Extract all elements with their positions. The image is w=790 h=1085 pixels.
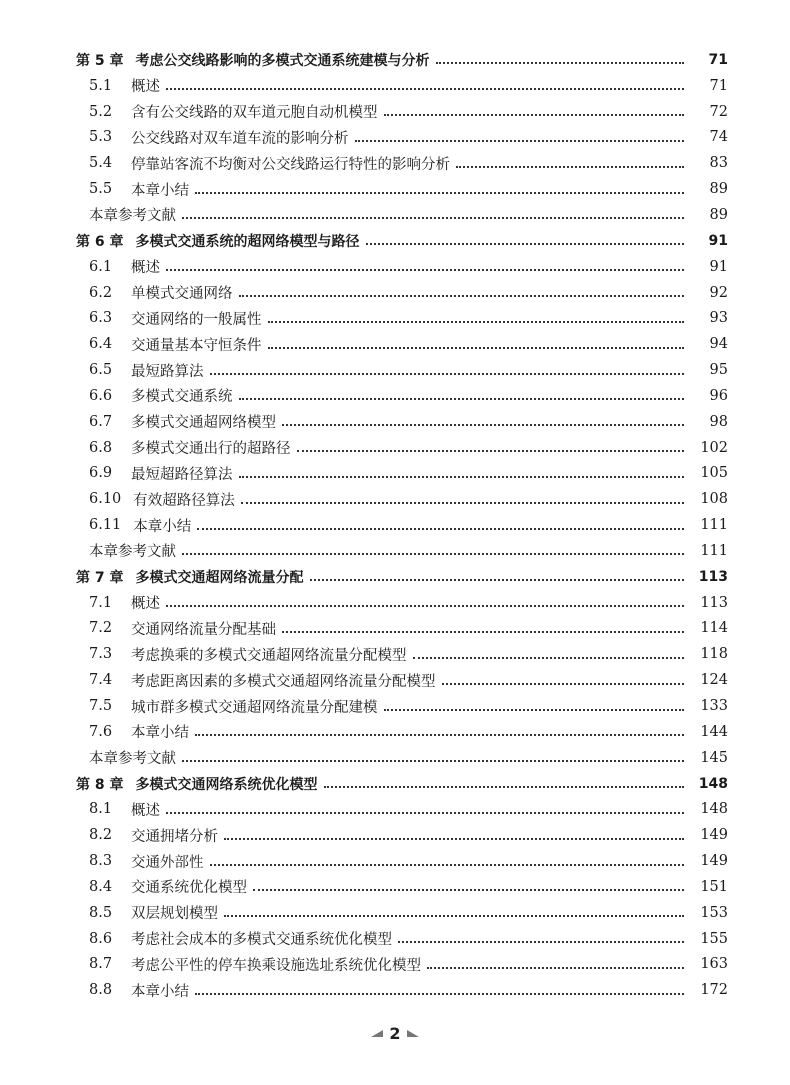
toc-section-entry[interactable] bbox=[0, 822, 790, 848]
entry-page-number: 111 bbox=[700, 517, 728, 534]
entry-title: 本章参考文献 bbox=[89, 751, 176, 768]
dot-leader bbox=[366, 242, 685, 245]
entry-page-number: 105 bbox=[700, 465, 728, 482]
entry-title: 多模式交通出行的超路径 bbox=[131, 441, 291, 458]
entry-title: 城市群多模式交通超网络流量分配建模 bbox=[131, 699, 378, 716]
entry-title: 有效超路径算法 bbox=[133, 492, 235, 509]
dot-leader bbox=[268, 346, 685, 349]
toc-section-entry[interactable] bbox=[0, 125, 790, 151]
entry-page-number: 92 bbox=[709, 284, 728, 301]
entry-title: 考虑换乘的多模式交通超网络流量分配模型 bbox=[131, 647, 407, 664]
entry-number: 7.4 bbox=[89, 672, 113, 689]
toc-section-entry[interactable] bbox=[0, 331, 790, 357]
entry-title: 交通系统优化模型 bbox=[131, 880, 247, 897]
toc-section-entry[interactable] bbox=[0, 305, 790, 331]
dot-leader bbox=[166, 268, 684, 271]
dot-leader bbox=[297, 449, 685, 452]
dot-leader bbox=[384, 113, 685, 116]
toc-chapter-entry[interactable] bbox=[0, 771, 790, 797]
dot-leader bbox=[310, 578, 685, 581]
toc-section-entry[interactable] bbox=[0, 461, 790, 487]
entry-number: 5.5 bbox=[89, 181, 113, 198]
dot-leader bbox=[224, 837, 684, 840]
entry-page-number: 114 bbox=[700, 620, 728, 637]
entry-number: 8.3 bbox=[89, 853, 113, 870]
entry-page-number: 145 bbox=[700, 749, 728, 766]
toc-references-entry[interactable] bbox=[0, 538, 790, 564]
entry-number: 第 6 章 bbox=[76, 233, 124, 250]
dot-leader bbox=[384, 708, 685, 711]
entry-page-number: 149 bbox=[700, 853, 728, 870]
page-number: 2 bbox=[389, 1024, 401, 1043]
dot-leader bbox=[210, 863, 685, 866]
dot-leader bbox=[210, 372, 685, 375]
entry-title: 最短超路径算法 bbox=[131, 466, 233, 483]
toc-chapter-entry[interactable] bbox=[0, 228, 790, 254]
entry-page-number: 113 bbox=[700, 594, 728, 611]
entry-title: 交通网络流量分配基础 bbox=[131, 621, 276, 638]
dot-leader bbox=[239, 397, 685, 400]
left-triangle-icon bbox=[371, 1030, 383, 1037]
entry-page-number: 133 bbox=[700, 698, 728, 715]
toc-section-entry[interactable] bbox=[0, 693, 790, 719]
toc-section-entry[interactable] bbox=[0, 616, 790, 642]
entry-page-number: 113 bbox=[698, 568, 728, 585]
entry-page-number: 148 bbox=[700, 801, 728, 818]
toc-section-entry[interactable] bbox=[0, 383, 790, 409]
entry-page-number: 118 bbox=[700, 646, 728, 663]
dot-leader bbox=[166, 811, 684, 814]
dot-leader bbox=[197, 527, 684, 530]
entry-page-number: 144 bbox=[700, 723, 728, 740]
entry-title: 双层规划模型 bbox=[131, 906, 218, 923]
entry-page-number: 72 bbox=[709, 103, 728, 120]
entry-page-number: 91 bbox=[709, 258, 728, 275]
toc-section-entry[interactable] bbox=[0, 512, 790, 538]
entry-number: 8.5 bbox=[89, 904, 113, 921]
entry-number: 6.8 bbox=[89, 439, 113, 456]
entry-page-number: 89 bbox=[709, 181, 728, 198]
toc-section-entry[interactable] bbox=[0, 977, 790, 1003]
entry-number: 7.5 bbox=[89, 698, 113, 715]
toc-chapter-entry[interactable] bbox=[0, 47, 790, 73]
entry-number: 第 8 章 bbox=[76, 776, 124, 793]
dot-leader bbox=[239, 294, 685, 297]
entry-number: 第 7 章 bbox=[76, 569, 124, 586]
entry-number: 5.1 bbox=[89, 77, 113, 94]
entry-title: 交通拥堵分析 bbox=[131, 828, 218, 845]
entry-title: 含有公交线路的双车道元胞自动机模型 bbox=[131, 105, 378, 122]
entry-number: 8.2 bbox=[89, 827, 113, 844]
entry-title: 考虑公平性的停车换乘设施选址系统优化模型 bbox=[131, 957, 421, 974]
entry-title: 概述 bbox=[131, 260, 160, 277]
dot-leader bbox=[282, 630, 684, 633]
entry-page-number: 89 bbox=[709, 206, 728, 223]
entry-page-number: 95 bbox=[709, 362, 728, 379]
dot-leader bbox=[166, 87, 684, 90]
toc-section-entry[interactable] bbox=[0, 150, 790, 176]
entry-number: 7.3 bbox=[89, 646, 113, 663]
toc-section-entry[interactable] bbox=[0, 952, 790, 978]
dot-leader bbox=[224, 914, 684, 917]
dot-leader bbox=[355, 139, 685, 142]
toc-section-entry[interactable] bbox=[0, 926, 790, 952]
dot-leader bbox=[456, 165, 684, 168]
entry-page-number: 74 bbox=[709, 129, 728, 146]
dot-leader bbox=[195, 191, 684, 194]
entry-number: 6.2 bbox=[89, 284, 113, 301]
entry-number: 7.6 bbox=[89, 723, 113, 740]
entry-number: 8.4 bbox=[89, 878, 113, 895]
entry-title: 本章小结 bbox=[133, 518, 192, 535]
entry-number: 5.2 bbox=[89, 103, 113, 120]
dot-leader bbox=[282, 423, 684, 426]
entry-page-number: 71 bbox=[709, 77, 728, 94]
entry-number: 8.8 bbox=[89, 982, 113, 999]
entry-title: 概述 bbox=[131, 596, 160, 613]
right-triangle-icon bbox=[407, 1030, 419, 1037]
toc-section-entry[interactable] bbox=[0, 357, 790, 383]
entry-page-number: 124 bbox=[700, 672, 728, 689]
entry-page-number: 149 bbox=[700, 827, 728, 844]
entry-title: 考虑距离因素的多模式交通超网络流量分配模型 bbox=[131, 673, 436, 690]
dot-leader bbox=[239, 475, 685, 478]
entry-title: 考虑公交线路影响的多模式交通系统建模与分析 bbox=[135, 52, 430, 69]
entry-number: 6.4 bbox=[89, 336, 113, 353]
entry-number: 6.10 bbox=[89, 491, 122, 508]
entry-number: 6.7 bbox=[89, 413, 113, 430]
entry-title: 多模式交通系统的超网络模型与路径 bbox=[135, 233, 360, 250]
dot-leader bbox=[195, 992, 684, 995]
entry-title: 多模式交通超网络模型 bbox=[131, 415, 276, 432]
toc-section-entry[interactable] bbox=[0, 486, 790, 512]
entry-title: 公交线路对双车道车流的影响分析 bbox=[131, 130, 349, 147]
toc-section-entry[interactable] bbox=[0, 900, 790, 926]
toc-section-entry[interactable] bbox=[0, 254, 790, 280]
entry-number: 6.3 bbox=[89, 310, 113, 327]
entry-page-number: 96 bbox=[709, 387, 728, 404]
toc-section-entry[interactable] bbox=[0, 641, 790, 667]
entry-page-number: 108 bbox=[700, 491, 728, 508]
entry-title: 交通外部性 bbox=[131, 854, 204, 871]
entry-title: 本章参考文献 bbox=[89, 544, 176, 561]
entry-number: 6.11 bbox=[89, 517, 122, 534]
entry-title: 多模式交通系统 bbox=[131, 389, 233, 406]
entry-title: 概述 bbox=[131, 79, 160, 96]
entry-title: 单模式交通网络 bbox=[131, 286, 233, 303]
toc-section-entry[interactable] bbox=[0, 796, 790, 822]
toc-references-entry[interactable] bbox=[0, 202, 790, 228]
entry-title: 多模式交通超网络流量分配 bbox=[135, 569, 304, 586]
entry-number: 6.1 bbox=[89, 258, 113, 275]
entry-number: 5.4 bbox=[89, 155, 113, 172]
entry-title: 交通网络的一般属性 bbox=[131, 311, 262, 328]
toc-section-entry[interactable] bbox=[0, 874, 790, 900]
dot-leader bbox=[442, 682, 685, 685]
entry-title: 交通量基本守恒条件 bbox=[131, 337, 262, 354]
toc-section-entry[interactable] bbox=[0, 719, 790, 745]
toc-section-entry[interactable] bbox=[0, 590, 790, 616]
entry-title: 本章小结 bbox=[131, 182, 189, 199]
toc-section-entry[interactable] bbox=[0, 848, 790, 874]
toc-section-entry[interactable] bbox=[0, 280, 790, 306]
table-of-contents bbox=[0, 47, 790, 1003]
entry-page-number: 148 bbox=[698, 775, 728, 792]
dot-leader bbox=[241, 501, 684, 504]
toc-section-entry[interactable] bbox=[0, 176, 790, 202]
entry-page-number: 172 bbox=[700, 982, 728, 999]
entry-number: 6.5 bbox=[89, 362, 113, 379]
entry-page-number: 163 bbox=[700, 956, 728, 973]
dot-leader bbox=[427, 966, 684, 969]
entry-number: 7.2 bbox=[89, 620, 113, 637]
toc-section-entry[interactable] bbox=[0, 435, 790, 461]
entry-page-number: 94 bbox=[709, 336, 728, 353]
dot-leader bbox=[436, 61, 685, 64]
dot-leader bbox=[182, 216, 684, 219]
entry-title: 概述 bbox=[131, 802, 160, 819]
dot-leader bbox=[268, 320, 685, 323]
entry-title: 本章小结 bbox=[131, 725, 189, 742]
entry-number: 第 5 章 bbox=[76, 52, 124, 69]
toc-references-entry[interactable] bbox=[0, 745, 790, 771]
entry-number: 6.9 bbox=[89, 465, 113, 482]
entry-title: 最短路算法 bbox=[131, 363, 204, 380]
entry-page-number: 111 bbox=[700, 542, 728, 559]
entry-page-number: 155 bbox=[700, 930, 728, 947]
dot-leader bbox=[166, 604, 684, 607]
page-footer bbox=[0, 1024, 790, 1043]
toc-section-entry[interactable] bbox=[0, 409, 790, 435]
dot-leader bbox=[398, 940, 684, 943]
dot-leader bbox=[182, 759, 684, 762]
dot-leader bbox=[195, 733, 684, 736]
entry-number: 5.3 bbox=[89, 129, 113, 146]
entry-number: 7.1 bbox=[89, 594, 113, 611]
entry-number: 6.6 bbox=[89, 387, 113, 404]
entry-number: 8.7 bbox=[89, 956, 113, 973]
entry-number: 8.6 bbox=[89, 930, 113, 947]
toc-section-entry[interactable] bbox=[0, 667, 790, 693]
entry-title: 多模式交通网络系统优化模型 bbox=[135, 776, 318, 793]
entry-title: 考虑社会成本的多模式交通系统优化模型 bbox=[131, 932, 392, 949]
entry-page-number: 91 bbox=[708, 232, 728, 249]
entry-page-number: 98 bbox=[709, 413, 728, 430]
toc-section-entry[interactable] bbox=[0, 73, 790, 99]
entry-page-number: 83 bbox=[709, 155, 728, 172]
entry-title: 本章参考文献 bbox=[89, 208, 176, 225]
entry-title: 本章小结 bbox=[131, 983, 189, 1000]
toc-chapter-entry[interactable] bbox=[0, 564, 790, 590]
entry-title: 停靠站客流不均衡对公交线路运行特性的影响分析 bbox=[131, 156, 450, 173]
toc-section-entry[interactable] bbox=[0, 99, 790, 125]
entry-page-number: 71 bbox=[708, 51, 728, 68]
dot-leader bbox=[182, 552, 684, 555]
entry-page-number: 102 bbox=[700, 439, 728, 456]
dot-leader bbox=[413, 656, 685, 659]
entry-number: 8.1 bbox=[89, 801, 113, 818]
entry-page-number: 93 bbox=[709, 310, 728, 327]
entry-page-number: 151 bbox=[700, 878, 728, 895]
dot-leader bbox=[253, 888, 684, 891]
entry-page-number: 153 bbox=[700, 904, 728, 921]
dot-leader bbox=[324, 785, 685, 788]
